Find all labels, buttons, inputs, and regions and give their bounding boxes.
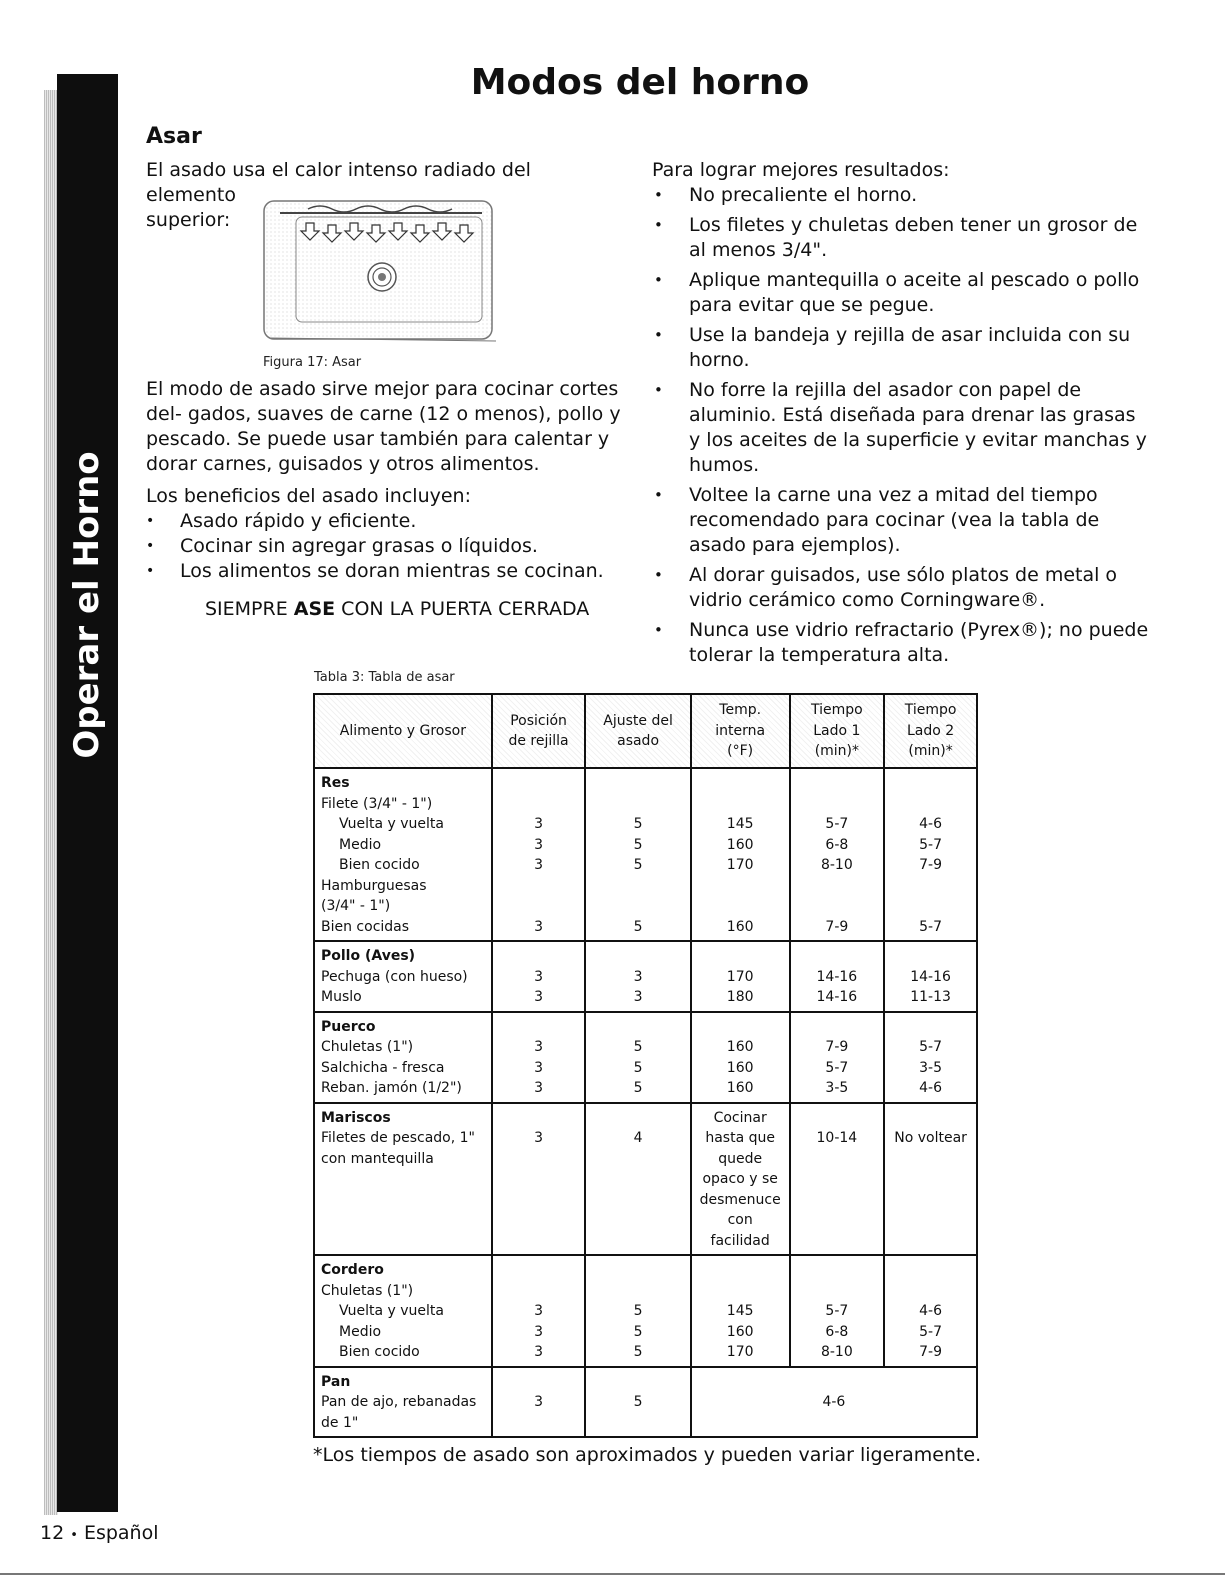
- footer-language: Español: [83, 1522, 159, 1544]
- cell-side2: [884, 768, 977, 941]
- side1-value: 6-8: [825, 1323, 849, 1340]
- rack-value: [493, 876, 585, 897]
- temp-value: [692, 1281, 789, 1302]
- side1-value: 7-9: [825, 918, 849, 935]
- food-description: Pan de ajo, rebanadas de 1": [321, 1394, 477, 1431]
- temp-value: 145: [726, 1303, 754, 1319]
- food-line: Hamburguesas: [321, 877, 427, 894]
- tip-item: • Aplique mantequilla o aceite al pescado o pollo para evitar que se pegue.: [652, 268, 1152, 318]
- temp-value: [692, 896, 789, 917]
- cell-food: [314, 1255, 492, 1367]
- food-line: Medio: [339, 1323, 382, 1340]
- col-header-rack: Posición de rejilla: [492, 694, 586, 768]
- benefits-list: [146, 509, 604, 584]
- rack-value: 3: [534, 918, 544, 935]
- table-row-group: [314, 1012, 977, 1103]
- setting-value: 5: [633, 1303, 643, 1319]
- side2-value: 3-5: [919, 1059, 942, 1076]
- temp-value: 170: [726, 1344, 754, 1360]
- setting-value: 5: [633, 816, 643, 832]
- tip-item: • Al dorar guisados, use sólo platos de metal o vidrio cerámico como Corningware®.: [652, 563, 1152, 613]
- setting-value: [586, 896, 689, 917]
- rack-value: 3: [534, 816, 544, 832]
- food-line: Bien cocido: [339, 1344, 420, 1360]
- table-row-group: [314, 768, 977, 941]
- section-title: Asar: [146, 124, 202, 149]
- cell-setting: [585, 1255, 690, 1367]
- food-description: Filetes de pescado, 1" con mantequilla: [321, 1130, 475, 1167]
- setting-value: 5: [633, 1344, 643, 1360]
- table-footnote: *Los tiempos de asado son aproximados y pueden variar ligeramente.: [313, 1444, 982, 1466]
- rack-value: [493, 896, 585, 917]
- setting-value: 3: [633, 968, 643, 985]
- side1-value: 5-7: [825, 1303, 849, 1319]
- side1-value: [791, 794, 884, 815]
- cell-food: [314, 1367, 492, 1438]
- temp-value: 170: [726, 857, 754, 873]
- rack-value: 3: [534, 1059, 544, 1076]
- side2-value: 7-9: [919, 1344, 942, 1360]
- side2-value: 7-9: [919, 857, 942, 873]
- cell-rack: [492, 1103, 586, 1256]
- group-name: Mariscos: [321, 1109, 391, 1126]
- temp-value: 160: [726, 918, 754, 935]
- food-line: Bien cocidas: [321, 918, 410, 935]
- cell-temp: [691, 768, 790, 941]
- side2-value: 5-7: [919, 1323, 942, 1340]
- temp-value: 180: [726, 989, 754, 1005]
- side2-value: 4-6: [919, 1080, 942, 1096]
- cell-setting: [585, 1367, 690, 1438]
- rack-value: 3: [534, 968, 544, 985]
- chapter-sidebar: [57, 74, 118, 1512]
- cell-food: [314, 941, 492, 1012]
- side2-value: [885, 794, 976, 815]
- cell-rack: [492, 1367, 586, 1438]
- col-header-setting: Ajuste del asado: [585, 694, 690, 768]
- table-header-row: [314, 694, 977, 768]
- side1-value: 5-7: [825, 1059, 849, 1076]
- side1-value: 14-16: [816, 968, 858, 985]
- setting-value: 5: [633, 857, 643, 873]
- rack-value: [493, 1281, 585, 1302]
- side2-value: 4-6: [919, 1303, 942, 1319]
- side1-value: 8-10: [820, 857, 853, 873]
- table-row-pan: [314, 1367, 977, 1438]
- temp-value: [692, 876, 789, 897]
- intro-line-1: El asado usa el calor intenso radiado del elemento: [146, 159, 531, 206]
- side1-value: 8-10: [820, 1344, 853, 1360]
- temp-value: 160: [726, 1080, 754, 1096]
- cell-rack: [492, 1255, 586, 1367]
- side2-value: [885, 876, 976, 897]
- cell-rack: [492, 1012, 586, 1103]
- group-name: Cordero: [321, 1262, 384, 1278]
- food-line: Pechuga (con hueso): [321, 968, 468, 985]
- group-name: Pollo (Aves): [321, 948, 416, 964]
- side2-value: 4-6: [919, 816, 942, 832]
- side2-value: [885, 896, 976, 917]
- temp-value: 170: [726, 968, 754, 985]
- benefit-item: • Cocinar sin agregar grasas o líquidos.: [146, 534, 604, 559]
- col-header-side1: Tiempo Lado 1 (min)*: [790, 694, 885, 768]
- table-row-mariscos: [314, 1103, 977, 1256]
- temp-value: [692, 794, 789, 815]
- cell-time-merged: [691, 1367, 977, 1438]
- cell-temp: [691, 1012, 790, 1103]
- side1-value: [791, 1281, 884, 1302]
- table-caption: Tabla 3: Tabla de asar: [314, 670, 455, 685]
- tip-item: • No precaliente el horno.: [652, 183, 1152, 208]
- rack-value: 3: [534, 1394, 544, 1410]
- side1-value: 10-14: [816, 1130, 858, 1146]
- setting-value: [586, 1281, 689, 1302]
- col-header-food: Alimento y Grosor: [314, 694, 492, 768]
- figure-caption: Figura 17: Asar: [263, 355, 362, 370]
- setting-value: 5: [633, 1059, 643, 1076]
- setting-value: 5: [633, 1394, 643, 1410]
- food-line: Vuelta y vuelta: [339, 816, 444, 832]
- group-name: Puerco: [321, 1018, 376, 1035]
- cell-setting: [585, 941, 690, 1012]
- page-title: Modos del horno: [470, 62, 810, 103]
- temp-value: 160: [726, 1039, 754, 1055]
- page-footer: [40, 1522, 159, 1544]
- cell-temp: [691, 1103, 790, 1256]
- cell-temp: [691, 1255, 790, 1367]
- group-name: Pan: [321, 1373, 351, 1390]
- rack-value: 3: [534, 1080, 544, 1096]
- temp-value: 160: [726, 836, 754, 853]
- side1-value: [791, 896, 884, 917]
- side1-value: 3-5: [825, 1080, 849, 1096]
- page-number: 12: [40, 1522, 65, 1544]
- cell-temp: [691, 941, 790, 1012]
- tips-column: [652, 158, 1152, 673]
- cell-rack: [492, 941, 586, 1012]
- setting-value: 5: [633, 1039, 643, 1055]
- cell-food: [314, 1103, 492, 1256]
- side2-value: 11-13: [910, 989, 951, 1005]
- side2-value: 5-7: [919, 1039, 942, 1055]
- cell-side1: [790, 1012, 885, 1103]
- rack-value: 3: [534, 836, 544, 853]
- side1-value: 5-7: [825, 816, 849, 832]
- cell-setting: [585, 768, 690, 941]
- tips-title: Para lograr mejores resultados:: [652, 159, 950, 181]
- rack-value: 3: [534, 1323, 544, 1340]
- setting-value: 4: [633, 1130, 643, 1146]
- side2-value: 5-7: [919, 918, 942, 935]
- rack-value: 3: [534, 1344, 544, 1360]
- rack-value: 3: [534, 1039, 544, 1055]
- table-row-group: [314, 1255, 977, 1367]
- temp-value: 145: [726, 816, 754, 832]
- tip-item: • Nunca use vidrio refractario (Pyrex®); no puede tolerar la temperatura alta.: [652, 618, 1152, 668]
- food-line: Salchicha - fresca: [321, 1059, 445, 1076]
- tips-list: [652, 183, 1152, 668]
- cell-setting: [585, 1012, 690, 1103]
- chapter-label: Operar el Horno: [67, 451, 107, 759]
- cell-side1: [790, 1255, 885, 1367]
- cell-side1: [790, 768, 885, 941]
- food-line: Chuletas (1"): [321, 1039, 414, 1055]
- side1-value: [791, 876, 884, 897]
- note-emphasis: ASE: [293, 598, 336, 620]
- time-value: 4-6: [822, 1394, 846, 1410]
- group-name: Res: [321, 775, 350, 791]
- side2-value: 14-16: [910, 968, 951, 985]
- food-line: Filete (3/4" - 1"): [321, 795, 433, 812]
- cell-side1: [790, 1103, 885, 1256]
- tip-item: • No forre la rejilla del asador con papel de aluminio. Está diseñada para drenar las grasas y los aceites de la superficie y evitar manchas y humos.: [652, 378, 1152, 478]
- food-line: Muslo: [321, 989, 362, 1005]
- table-row-group: [314, 941, 977, 1012]
- food-line: Chuletas (1"): [321, 1282, 414, 1299]
- setting-value: 5: [633, 836, 643, 853]
- cell-rack: [492, 768, 586, 941]
- cell-side2: [884, 1255, 977, 1367]
- cell-side2: [884, 1103, 977, 1256]
- rack-value: 3: [534, 1130, 544, 1146]
- setting-value: 3: [633, 989, 643, 1005]
- setting-value: 5: [633, 918, 643, 935]
- side2-value: [885, 1281, 976, 1302]
- side1-value: 6-8: [825, 836, 849, 853]
- rack-value: 3: [534, 1303, 544, 1319]
- cell-setting: [585, 1103, 690, 1256]
- cell-side2: [884, 1012, 977, 1103]
- tip-item: • Voltee la carne una vez a mitad del tiempo recomendado para cocinar (vea la tabla de asado para ejemplos).: [652, 483, 1152, 558]
- temp-value: 160: [726, 1059, 754, 1076]
- rack-value: 3: [534, 857, 544, 873]
- oven-broil-illustration: [258, 195, 498, 345]
- door-closed-note: [205, 597, 589, 622]
- food-line: Bien cocido: [339, 857, 420, 873]
- cell-food: [314, 1012, 492, 1103]
- benefit-item: • Los alimentos se doran mientras se cocinan.: [146, 559, 604, 584]
- setting-value: 5: [633, 1323, 643, 1340]
- benefits-title: Los beneficios del asado incluyen:: [146, 485, 471, 507]
- setting-value: [586, 876, 689, 897]
- rack-value: 3: [534, 989, 544, 1005]
- rack-value: [493, 794, 585, 815]
- setting-value: [586, 794, 689, 815]
- temp-value: Cocinar hasta que quede opaco y se desmenuce con facilidad: [699, 1109, 781, 1249]
- sidebar-pattern: [44, 90, 58, 1515]
- food-line: Medio: [339, 836, 382, 853]
- food-line: Reban. jamón (1/2"): [321, 1080, 462, 1096]
- cell-side2: [884, 941, 977, 1012]
- side2-value: 5-7: [919, 836, 942, 853]
- side1-value: 7-9: [825, 1039, 849, 1055]
- broil-chart-table: [313, 693, 978, 1438]
- note-suffix: CON LA PUERTA CERRADA: [335, 598, 590, 620]
- broil-description: El modo de asado sirve mejor para cocinar cortes del- gados, suaves de carne (12 o menos), pollo y pescado. Se puede usar también para calentar y dorar carnes, guisados y otros alimentos.: [146, 378, 621, 475]
- note-prefix: SIEMPRE: [205, 598, 294, 620]
- food-line: Vuelta y vuelta: [339, 1303, 444, 1319]
- side1-value: 14-16: [816, 989, 858, 1005]
- bottom-rule: [0, 1573, 1225, 1575]
- temp-value: 160: [726, 1323, 754, 1340]
- cell-food: [314, 768, 492, 941]
- benefit-item: • Asado rápido y eficiente.: [146, 509, 604, 534]
- tip-item: • Los filetes y chuletas deben tener un grosor de al menos 3/4".: [652, 213, 1152, 263]
- cell-side1: [790, 941, 885, 1012]
- col-header-temp: Temp. interna (°F): [691, 694, 790, 768]
- col-header-side2: Tiempo Lado 2 (min)*: [884, 694, 977, 768]
- setting-value: 5: [633, 1080, 643, 1096]
- food-line: (3/4" - 1"): [321, 898, 391, 914]
- intro-line-2: superior:: [146, 209, 231, 231]
- side2-value: No voltear: [894, 1130, 967, 1146]
- footer-bullet: •: [70, 1528, 78, 1543]
- tip-item: • Use la bandeja y rejilla de asar incluida con su horno.: [652, 323, 1152, 373]
